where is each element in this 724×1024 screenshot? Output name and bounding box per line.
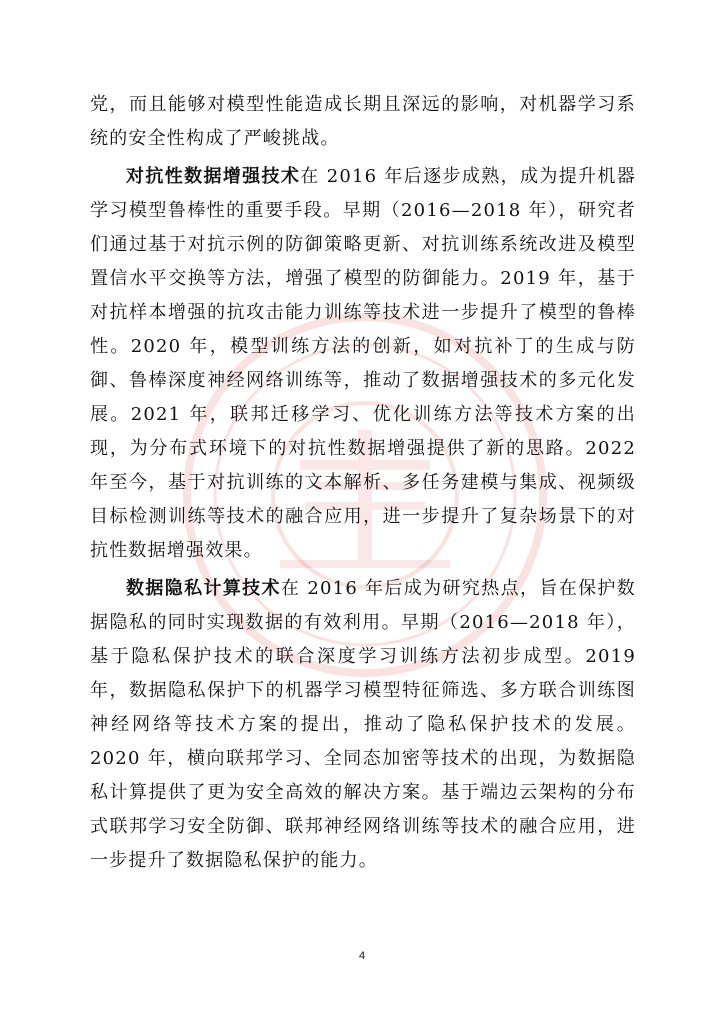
paragraph-3 [90, 572, 636, 878]
paragraph-1-text: 党，而且能够对模型性能造成长期且深远的影响，对机器学习系统的安全性构成了严峻挑战。 [90, 94, 636, 149]
paragraph-3-text: 在 2016 年后成为研究热点，旨在保护数据隐私的同时实现数据的有效利用。早期（2016—2018 年），基于隐私保护技术的联合深度学习训练方法初步成型。2019 年，数据隐私保护下的机器学习模型特征筛选、多方联合训练图神经网络等技术方案的提出，推动了隐私保护技术的发展。2020 年，横向联邦学习、全同态加密等技术的出现，为数据隐私计算提供了更为安全高效的解决方案。基于端边云架构的分布式联邦学习安全防御、联邦神经网络训练等技术的融合应用，进一步提升了数据隐私保护的能力。 [90, 578, 636, 871]
document-body [90, 88, 636, 882]
paragraph-2 [90, 160, 636, 568]
paragraph-1 [90, 88, 636, 156]
paragraph-2-lead: 对抗性数据增强技术 [126, 166, 301, 187]
page-number: 4 [358, 950, 366, 962]
paragraph-3-lead: 数据隐私计算技术 [126, 578, 281, 599]
paragraph-2-text: 在 2016 年后逐步成熟，成为提升机器学习模型鲁棒性的重要手段。早期（2016—2018 年），研究者们通过基于对抗示例的防御策略更新、对抗训练系统改进及模型置信水平交换等方法，增强了模型的防御能力。2019 年，基于对抗样本增强的抗攻击能力训练等技术进一步提升了模型的鲁棒性。2020 年，模型训练方法的创新，如对抗补丁的生成与防御、鲁棒深度神经网络训练等，推动了数据增强技术的多元化发展。2021 年，联邦迁移学习、优化训练方法等技术方案的出现，为分布式环境下的对抗性数据增强提供了新的思路。2022 年至今，基于对抗训练的文本解析、多任务建模与集成、视频级目标检测训练等技术的融合应用，进一步提升了复杂场景下的对抗性数据增强效果。 [90, 166, 636, 561]
